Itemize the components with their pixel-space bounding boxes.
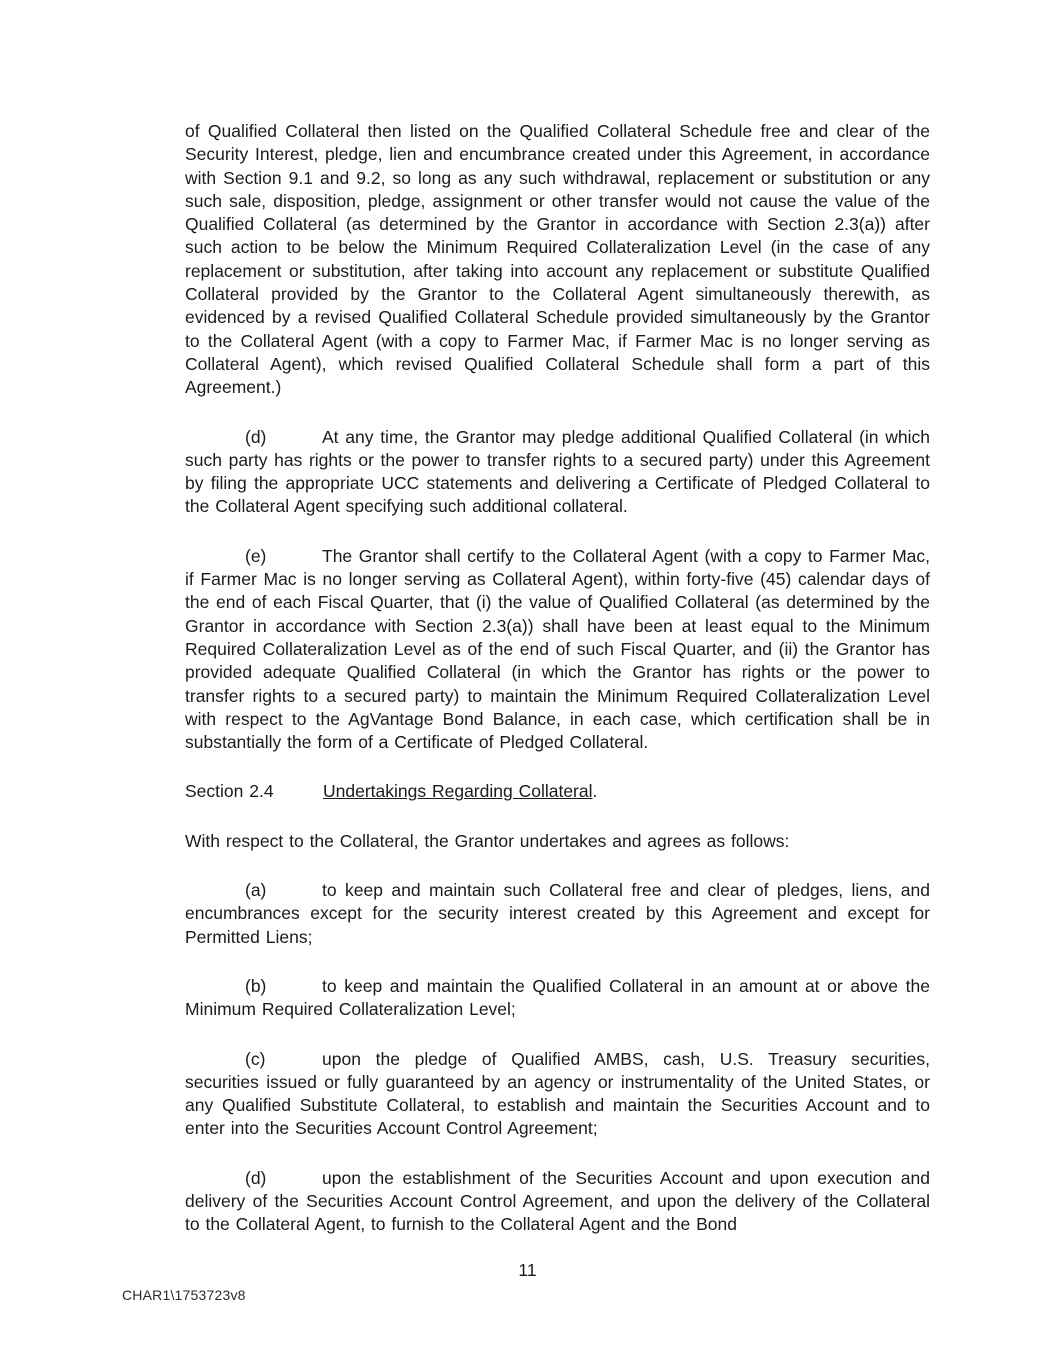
section-title-period: . (592, 781, 598, 802)
clause-text: upon the pledge of Qualified AMBS, cash, U.S. Treasury securities, securities issued or fully guaranteed by an agency or instrumentality of the United States, or any Qualified Substitute Collateral, to establish and maintain the Securities Account and to enter into the Securities Account Control Agreement; (185, 1048, 930, 1139)
clause-label: (c) (245, 1048, 266, 1069)
clause-text: to keep and maintain such Collateral free and clear of pledges, liens, and encumbrances except for the security interest created by this Agreement and except for Permitted Liens; (185, 880, 930, 947)
clause-text: to keep and maintain the Qualified Collateral in an amount at or above the Minimum Required Collateralization Level; (185, 975, 930, 1020)
undertaking-c (185, 1048, 930, 1141)
section-heading (185, 780, 930, 803)
clause-label: (d) (245, 1167, 267, 1188)
clause-d (185, 426, 930, 519)
clause-label: (e) (245, 545, 267, 566)
undertaking-d (185, 1167, 930, 1237)
clause-label: (a) (245, 880, 267, 901)
document-page-content (185, 120, 930, 1263)
clause-text: upon the establishment of the Securities Account and upon execution and delivery of the Securities Account Control Agreement, and upon the delivery of the Collateral to the Collateral Agent, to furnish to the Collateral Agent and the Bond (185, 1167, 930, 1235)
clause-e (185, 545, 930, 755)
page-number: 11 (518, 1260, 537, 1280)
paragraph-continuation: of Qualified Collateral then listed on the Qualified Collateral Schedule free and clear of the Security Interest, pledge, lien and encumbrance created under this Agreement, in accordance with Section 9.1 and 9.2, so long as any such withdrawal, replacement or substitution or any such sale, disposition, pledge, assignment or other transfer would not cause the value of the Qualified Collateral (as determined by the Grantor in accordance with Section 2.3(a)) after such action to be below the Minimum Required Collateralization Level (in the case of any replacement or substitution, after taking into account any replacement or substitute Qualified Collateral provided by the Grantor to the Collateral Agent simultaneously therewith, as evidenced by a revised Qualified Collateral Schedule provided simultaneously by the Grantor to the Collateral Agent (with a copy to Farmer Mac, if Farmer Mac is no longer serving as Collateral Agent), which revised Qualified Collateral Schedule shall form a part of this Agreement.) (185, 121, 930, 398)
undertaking-b (185, 975, 930, 1022)
clause-text: At any time, the Grantor may pledge additional Qualified Collateral (in which such party has rights or the power to transfer rights to a secured party) under this Agreement by filing the appropriate UCC statements and delivering a Certificate of Pledged Collateral to the Collateral Agent specifying such additional collateral. (185, 426, 930, 517)
document-id: CHAR1\1753723v8 (122, 1287, 246, 1303)
intro-paragraph: With respect to the Collateral, the Grantor undertakes and agrees as follows: (185, 830, 790, 851)
section-number: Section 2.4 (185, 781, 274, 802)
clause-label: (b) (245, 975, 267, 996)
section-title: Undertakings Regarding Collateral (323, 781, 593, 802)
undertaking-a (185, 879, 930, 949)
clause-label: (d) (245, 426, 267, 447)
clause-text: The Grantor shall certify to the Collateral Agent (with a copy to Farmer Mac, if Farmer Mac is no longer serving as Collateral Agent), within forty-five (45) calendar days of the end of each Fiscal Quarter, that (i) the value of Qualified Collateral (as determined by the Grantor in accordance with Section 2.3(a)) shall have been at least equal to the Minimum Required Collateralization Level as of the end of such Fiscal Quarter, and (ii) the Grantor has provided adequate Qualified Collateral (in which the Grantor has rights or the power to transfer rights to a secured party) to maintain the Minimum Required Collateralization Level with respect to the AgVantage Bond Balance, in each case, which certification shall be in substantially the form of a Certificate of Pledged Collateral. (185, 545, 930, 753)
